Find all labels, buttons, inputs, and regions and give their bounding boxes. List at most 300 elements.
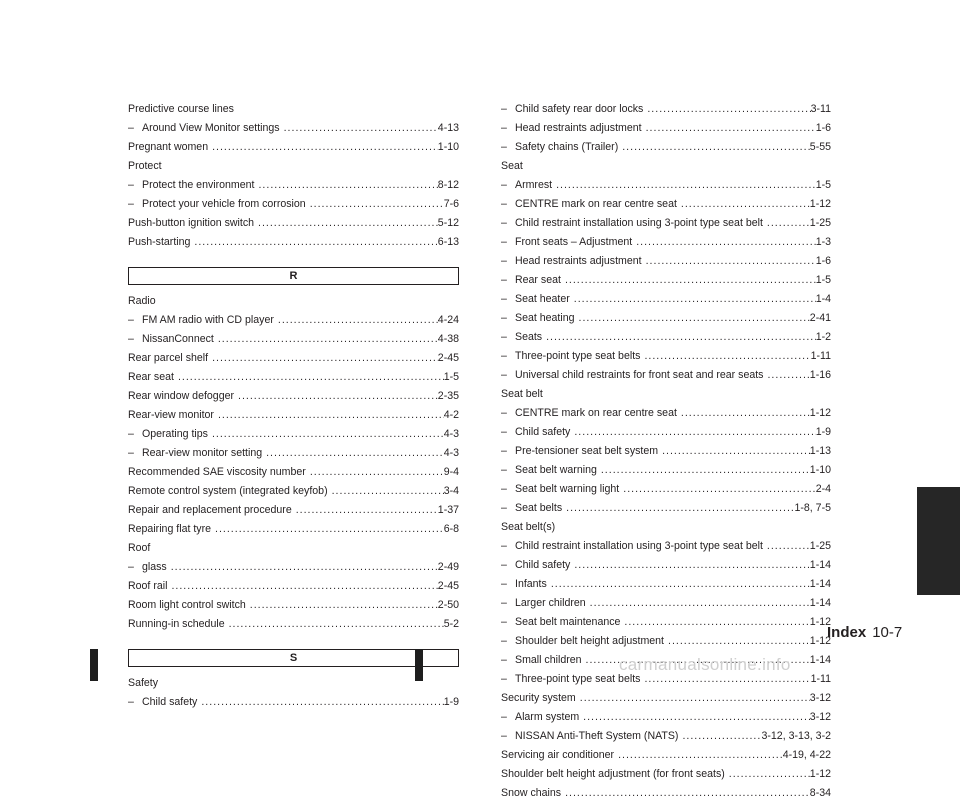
index-entry [128,596,459,615]
leader-dots [208,349,438,368]
index-entry-label [128,501,292,520]
leader-dots [280,119,438,138]
index-entry-label [501,404,677,423]
leader-dots [254,176,437,195]
index-entry-label [501,746,614,765]
index-entry-text: Snow chains [501,787,562,799]
index-entry [501,499,831,518]
sub-entry-dash: – [501,654,507,666]
index-entry-text: Seat belt warning [515,464,597,476]
index-entry [501,100,831,119]
leader-dots [167,577,437,596]
index-entry-label [501,594,586,613]
index-entry [128,214,459,233]
index-entry-text: Safety [128,677,159,689]
index-entry-text: Room light control switch [128,599,246,611]
sub-entry-dash: – [501,274,507,286]
index-entry-text: Servicing air conditioner [501,749,615,761]
index-entry-label [128,311,274,330]
index-entry-text: Rear window defogger [128,390,234,402]
leader-dots [570,290,816,309]
index-entry-text: Predictive course lines [128,103,234,115]
index-page-ref: 1-14 [809,654,831,666]
index-page-ref: 4-38 [437,333,459,345]
leader-dots [763,366,809,385]
leader-dots [763,537,810,556]
sub-entry-dash: – [501,122,507,134]
leader-dots [640,347,810,366]
index-entry-label [501,423,570,442]
index-entry-label [501,689,576,708]
leader-dots [586,594,810,613]
index-entry [501,347,831,366]
index-entry-label [501,157,523,176]
index-entry [501,157,831,176]
index-page-ref: 5-12 [437,217,459,229]
index-entry-text: Rear seat [515,274,561,286]
sub-entry-dash: – [501,179,507,191]
index-entry [128,577,459,596]
index-entry-text: Repair and replacement procedure [128,504,292,516]
index-page-ref: 1-5 [815,274,831,286]
leader-dots [234,387,438,406]
index-entry-text: Shoulder belt height adjustment (for front seats) [501,768,725,780]
index-entry-text: Seat [501,160,523,172]
leader-dots [547,575,810,594]
index-entry [501,271,831,290]
index-page-ref: 6-13 [437,236,459,248]
leader-dots [597,461,810,480]
leader-dots [642,119,816,138]
index-entry [501,404,831,423]
leader-dots [561,784,810,803]
sub-entry-dash: – [501,293,507,305]
index-entry [501,461,831,480]
index-entry [501,366,831,385]
index-entry-text: Rear-view monitor [128,409,214,421]
index-entry-text: Shoulder belt height adjustment [515,635,665,647]
index-entry-text: Recommended SAE viscosity number [128,466,306,478]
index-entry-text: Running-in schedule [128,618,225,630]
index-entry-text: Child safety [515,426,571,438]
index-entry-label [501,556,570,575]
sub-entry-dash: – [128,122,134,134]
leader-dots [211,520,444,539]
index-entry [501,518,831,537]
index-entry-text: Remote control system (integrated keyfob) [128,485,328,497]
index-page-ref: 2-4 [815,483,831,495]
leader-dots [658,442,810,461]
index-page-ref: 3-12 [809,692,831,704]
index-entry [501,746,831,765]
index-entry-label [501,784,561,803]
sub-entry-dash: – [501,426,507,438]
index-entry-label [501,347,640,366]
index-entry [128,693,459,712]
index-page-ref: 1-4 [815,293,831,305]
leader-dots [306,463,444,482]
index-entry-text: Head restraints adjustment [515,122,642,134]
index-page-ref: 1-8, 7-5 [794,502,831,514]
index-entry [128,195,459,214]
index-entry-text: Seat heating [515,312,575,324]
sub-entry-dash: – [501,559,507,571]
index-entry [128,330,459,349]
index-entry-text: Protect the environment [142,179,255,191]
index-entry-label [128,233,190,252]
index-entry [501,784,831,803]
index-entry [128,233,459,252]
index-page-ref: 8-34 [809,787,831,799]
leader-dots [570,556,809,575]
index-entry-label [128,520,211,539]
sub-entry-dash: – [128,333,134,345]
sub-entry-dash: – [501,578,507,590]
leader-dots [763,214,810,233]
index-page-ref: 4-24 [437,314,459,326]
index-entry-text: Operating tips [142,428,208,440]
index-entry-label [501,632,664,651]
leader-dots [225,615,444,634]
index-page-ref: 1-6 [815,122,831,134]
index-page-ref: 1-3 [815,236,831,248]
leader-dots [306,195,444,214]
crop-mark-right [415,649,423,681]
index-entry-label [501,385,543,404]
index-entry-text: Seat belt warning light [515,483,620,495]
index-entry [501,480,831,499]
index-entry-text: Rear-view monitor setting [142,447,263,459]
index-entry-label [501,138,618,157]
index-entry-text: Rear seat [128,371,174,383]
index-entry-text: Armrest [515,179,553,191]
index-entry-label [128,444,262,463]
sub-entry-dash: – [128,179,134,191]
leader-dots [561,271,816,290]
index-page-ref: 1-37 [437,504,459,516]
index-entry-label [501,537,763,556]
index-entry-label [501,499,562,518]
index-entry [501,195,831,214]
leader-dots [214,330,438,349]
index-entry [128,463,459,482]
index-entry [501,575,831,594]
index-entry-label [128,138,208,157]
index-entry-text: CENTRE mark on rear centre seat [515,407,677,419]
leader-dots [643,100,810,119]
index-page-ref: 4-3 [443,428,459,440]
index-page-ref: 3-12, 3-13, 3-2 [761,730,831,742]
index-entry-text: Head restraints adjustment [515,255,642,267]
sub-entry-dash: – [128,198,134,210]
index-entry-label [128,425,208,444]
index-entry-text: Child safety [515,559,571,571]
index-page-ref: 9-4 [443,466,459,478]
index-entry-label [128,577,167,596]
index-entry [128,157,459,176]
watermark-text: carmanualsonline.info [619,655,791,674]
index-entry-text: Seat belt [501,388,543,400]
index-entry [128,387,459,406]
sub-entry-dash: – [501,255,507,267]
leader-dots [664,632,810,651]
index-entry-text: Seat belt maintenance [515,616,621,628]
index-entry-text: NissanConnect [142,333,214,345]
index-entry-text: Push-starting [128,236,191,248]
index-page-ref: 2-45 [437,352,459,364]
index-entry-text: Alarm system [515,711,580,723]
sub-entry-dash: – [501,464,507,476]
index-entry-label [501,442,658,461]
index-entry-text: Child restraint installation using 3-point type seat belt [515,540,763,552]
index-entry-label [501,480,619,499]
index-entry [501,765,831,784]
leader-dots [328,482,444,501]
index-entry [501,385,831,404]
index-entry-text: Front seats – Adjustment [515,236,633,248]
index-entry-text: Rear parcel shelf [128,352,209,364]
index-entry-label [501,195,677,214]
sub-entry-dash: – [501,312,507,324]
leader-dots [214,406,444,425]
index-entry-label [501,119,642,138]
leader-dots [579,708,810,727]
leader-dots [619,480,815,499]
index-entry-label [128,330,214,349]
index-page-ref: 3-4 [443,485,459,497]
index-entry [501,309,831,328]
index-entry-label [128,292,156,311]
index-entry-text: Child restraint installation using 3-point type seat belt [515,217,763,229]
index-page-ref: 1-10 [437,141,459,153]
index-entry [501,556,831,575]
index-entry [501,119,831,138]
index-entry [501,290,831,309]
sub-entry-dash: – [501,673,507,685]
index-entry [128,558,459,577]
index-entry-label [501,271,561,290]
index-page-ref: 2-45 [437,580,459,592]
index-entry [501,176,831,195]
leader-dots [677,195,810,214]
sub-entry-dash: – [501,597,507,609]
index-entry-label [501,366,763,385]
index-page-ref: 4-13 [437,122,459,134]
index-entry-text: Seat belt(s) [501,521,556,533]
index-page-ref: 1-25 [809,540,831,552]
index-page-ref: 1-14 [809,597,831,609]
index-entry [128,119,459,138]
index-entry [128,311,459,330]
leader-dots [725,765,810,784]
leader-dots [552,176,816,195]
index-entry-text: Pre-tensioner seat belt system [515,445,659,457]
index-entry-text: Roof [128,542,151,554]
index-entry-text: Three-point type seat belts [515,673,641,685]
index-entry [501,613,831,632]
index-entry-label [128,119,280,138]
section-tab [917,487,960,595]
footer-section-title: Index [827,624,867,641]
index-page-ref: 2-41 [809,312,831,324]
leader-dots [575,309,810,328]
index-entry-text: Universal child restraints for front seat and rear seats [515,369,764,381]
leader-dots [642,252,816,271]
index-page-ref: 3-12 [809,711,831,723]
sub-entry-dash: – [501,198,507,210]
leader-dots [254,214,438,233]
index-entry-label [501,651,582,670]
index-entry [128,539,459,558]
sub-entry-dash: – [128,314,134,326]
leader-dots [174,368,444,387]
index-entry-text: Child safety rear door locks [515,103,644,115]
index-entry [501,689,831,708]
index-entry-label [128,558,167,577]
index-page-ref: 4-19, 4-22 [782,749,831,761]
index-entry-text: Protect your vehicle from corrosion [142,198,306,210]
sub-entry-dash: – [501,711,507,723]
index-entry-label [128,387,234,406]
index-entry-label [128,349,208,368]
index-entry [501,252,831,271]
sub-entry-dash: – [501,407,507,419]
index-entry-text: Child safety [142,696,198,708]
index-entry-label [128,596,246,615]
sub-entry-dash: – [501,141,507,153]
sub-entry-dash: – [501,331,507,343]
index-entry [501,233,831,252]
leader-dots [542,328,816,347]
index-entry-label [501,613,620,632]
leader-dots [262,444,444,463]
sub-entry-dash: – [501,445,507,457]
index-page-ref: 1-11 [810,350,831,362]
index-entry-label [501,461,597,480]
index-entry-label [128,176,254,195]
index-entry-text: Seat heater [515,293,570,305]
index-entry [128,444,459,463]
index-entry-text: Push-button ignition switch [128,217,255,229]
leader-dots [246,596,438,615]
index-entry-label [501,328,542,347]
index-page-ref: 1-14 [809,578,831,590]
crop-mark-left [90,649,98,681]
index-entry-text: Security system [501,692,576,704]
leader-dots [190,233,437,252]
index-entry-text: Radio [128,295,156,307]
index-entry-label [501,765,725,784]
leader-dots [632,233,816,252]
index-entry [501,442,831,461]
leader-dots [562,499,794,518]
page-footer [827,624,902,641]
index-page-ref: 1-12 [809,635,831,647]
leader-dots [274,311,438,330]
index-page-ref: 1-5 [815,179,831,191]
index-entry-label [501,309,575,328]
index-page-ref: 1-12 [809,616,831,628]
index-page-ref: 5-2 [443,618,459,630]
index-entry [128,674,459,693]
index-entry [128,425,459,444]
index-entry-label [128,100,234,119]
index-entry-text: Seats [515,331,543,343]
sub-entry-dash: – [128,696,134,708]
index-page-ref: 5-55 [809,141,831,153]
index-entry-text: NISSAN Anti-Theft System (NATS) [515,730,679,742]
index-entry [128,176,459,195]
index-entry-text: Larger children [515,597,586,609]
index-entry [128,406,459,425]
index-entry-label [128,195,306,214]
index-entry-label [128,214,254,233]
index-page-ref: 1-9 [443,696,459,708]
index-page-ref: 1-13 [809,445,831,457]
index-page-ref: 2-50 [437,599,459,611]
index-entry [501,214,831,233]
sub-entry-dash: – [501,502,507,514]
sub-entry-dash: – [501,635,507,647]
index-entry [128,482,459,501]
index-page-ref: 2-49 [437,561,459,573]
index-page-ref: 1-9 [815,426,831,438]
leader-dots [576,689,810,708]
index-entry-label [128,674,158,693]
index-entry [128,349,459,368]
sub-entry-dash: – [128,428,134,440]
index-page-ref: 7-6 [443,198,459,210]
leader-dots [208,138,438,157]
index-entry-label [501,518,555,537]
index-entry [501,594,831,613]
index-entry [128,501,459,520]
index-page-ref: 1-5 [443,371,459,383]
index-page-ref: 8-12 [437,179,459,191]
sub-entry-dash: – [501,616,507,628]
index-page-ref: 4-3 [443,447,459,459]
sub-entry-dash: – [501,730,507,742]
index-letter-heading: S [128,649,459,667]
index-entry-label [501,290,570,309]
index-page-ref: 1-12 [809,768,831,780]
index-page-ref: 1-14 [809,559,831,571]
index-entry-text: Safety chains (Trailer) [515,141,619,153]
leader-dots [292,501,438,520]
index-entry-text: Protect [128,160,162,172]
index-entry-label [501,252,642,271]
index-column-left [128,100,459,712]
index-entry [501,423,831,442]
index-page-ref: 4-2 [443,409,459,421]
index-entry-label [128,406,214,425]
index-letter-heading: R [128,267,459,285]
index-entry [128,368,459,387]
index-entry-label [501,176,552,195]
sub-entry-dash: – [128,561,134,573]
index-entry [501,632,831,651]
index-entry-text: Infants [515,578,547,590]
sub-entry-dash: – [128,447,134,459]
leader-dots [620,613,809,632]
index-page-ref: 1-6 [815,255,831,267]
index-entry-text: FM AM radio with CD player [142,314,274,326]
index-entry-label [501,233,632,252]
leader-dots [570,423,815,442]
footer-page-number: 10-7 [872,624,903,641]
sub-entry-dash: – [501,350,507,362]
index-page-ref: 1-12 [809,407,831,419]
